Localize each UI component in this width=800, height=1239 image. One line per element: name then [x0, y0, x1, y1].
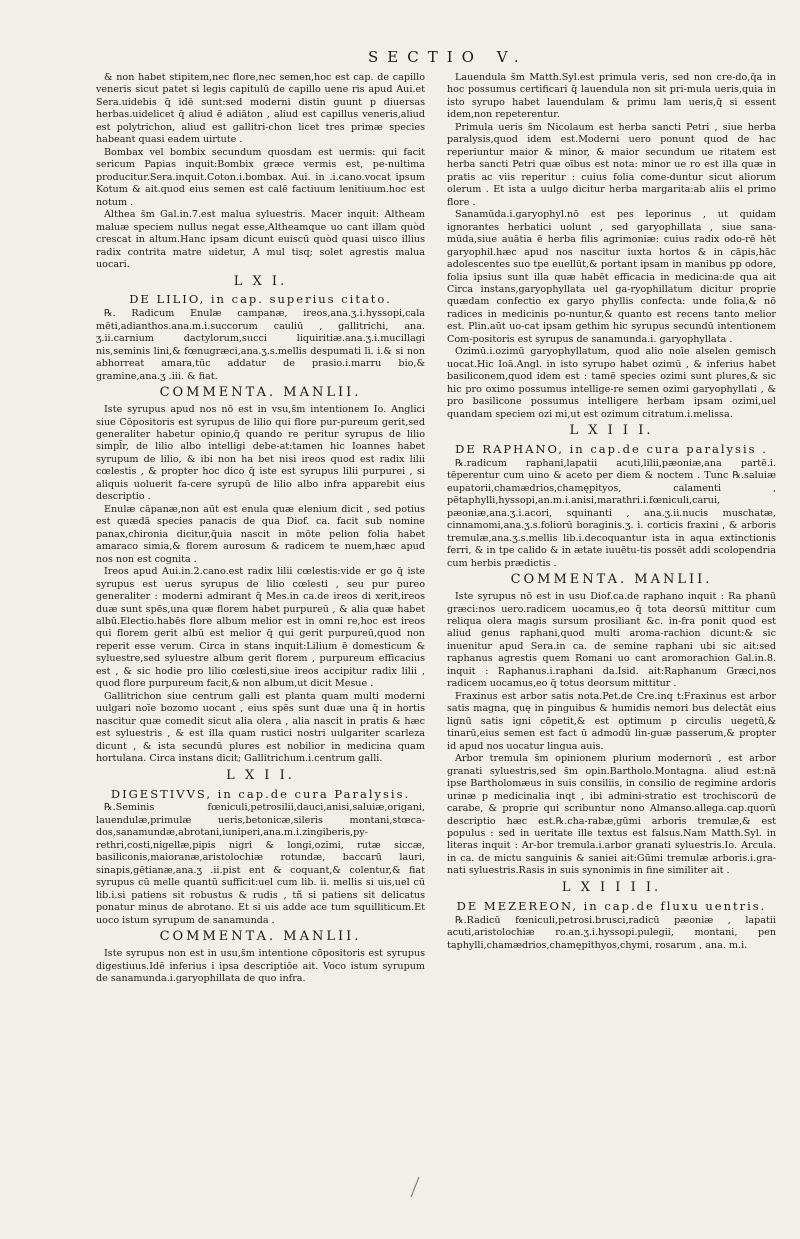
right-section-heading: DE MEZEREON, in cap.de fluxu uentris. — [456, 898, 767, 913]
left-paragraph: Iste syrupus non est in usu,s̄m intentione cōpositoris est syrupus digestiuus.Idē inferius i ipsa descriptiōe ait. Voco istum syrupum de sanamunda.i.garyophillata de quo infra. — [96, 948, 425, 984]
left-paragraph: ℞. Radicum Enulæ campanæ, ireos,ana.ʒ.i.hyssopi,cala mēti,adianthos.ana.m.i.succorum cauliū , gallitrichi, ana. ʒ.ii.carnium dactylorum,succi liquiritiæ.ana.ʒ.i.mucillagi nis,seminis lini,& fœnugræci,ana.ʒ.s.mellis despumati li. i.& si non abhorreat amara,tūc addatur de prasio.i.marru bio,& gramine,ana.ʒ .iii. & fiat. — [96, 308, 425, 382]
right-paragraph: ℞.Radicū fœniculi,petrosi.brusci,radicū pæoniæ , lapatii acuti,aristolochiæ ro.an.ʒ.i.hyssopi.pulegii, montani, pen taphylli,chamædrios,chamępithyos,chymi, rosarum , ana. m.i. — [447, 914, 776, 951]
text-columns — [96, 72, 776, 1192]
left-section-heading: DE LILIO, in cap. superius citato. — [129, 292, 392, 307]
left-paragraph: Iste syrupus apud nos nō est in vsu,s̄m intentionem Io. Anglici siue Cōpositoris est syrupus de lilio qui flore pur-pureum gerit,sed generaliter habetur opinio,q̄ quando re peritur syrupus de lilio simpl̄r, de lilio albo intelligi debe-at:tamen hic Ioannes habet syrupum de lilio, & ibi non ha bet nisi ireos quod est radix lilii cœlestis , & propter hoc dico q̄ iste est syrupus lilii purpurei , si aliquis uoluerit fa-cere syrupū de lilio albo infra apparebit eius descriptio . — [96, 404, 425, 503]
left-chapter-heading: L X I I. — [226, 767, 295, 783]
right-paragraph: Fraxinus est arbor satis nota.Pet.de Cre.inq t:Fraxinus est arbor satis magna, quę in pinguibus & humidis nemori bus delectāt eius lignū satis igni cōpetit,& est optimum p circulis uegetū,& tinarū,eius semen est fact ū admodū lin-guæ passerum,& propter id apud nos uocatur lingua auis. — [447, 690, 776, 752]
left-paragraph: Enulæ cāpanæ,non aūt est enula quæ elenium dicit , sed potius est quædā species panacis de qua Diof. ca. facit sub nomine panax,chironia dicitur,q̄uia nascit in mōte pelion folia habet amaraco simia,& florem aurosum & radicem te nuem,hæc apud nos non est cognita . — [96, 503, 425, 565]
right-paragraph: ℞.radicum raphani,lapatii acuti,lilii,pæoniæ,ana partē.i. tēperentur cum uino & aceto per diem & noctem . Tunc ℞.saluiæ eupatorii,chamædrios,chamępityos, calamenti , pētaphylli,hyssopi,an.m.i.anisi,marathri.i.fœniculi,carui, pæoniæ,ana.ʒ.i.acori, squinanti , ana.ʒ.ii.nucis muschatæ, cinnamomi,ana.ʒ.s.foliorū boraginis.ʒ. i. corticis fraxini , & arboris tremulæ,ana.ʒ.s.mellis lib.i.decoquantur ista in aqua extinctionis ferri, & in tpe calido & in ætate iuuētu-tis possēt addi scolopendria cum herbis prædictis . — [447, 457, 776, 569]
right-chapter-heading: COMMENTA. MANLII. — [510, 572, 713, 588]
left-paragraph: Bombax vel bombix secundum quosdam est uermis: qui facit sericum Papias inquit:Bombix græce vermis est, pe-nultima producitur.Sera.inquit.Coton.i.bombax. Aui. in .i.cano.vocat ipsum Kotum & ait.quod eius semen est calē factiuum lenitiuum.hoc est notum . — [96, 146, 425, 208]
right-chapter-heading: L X I I I. — [569, 423, 654, 439]
right-paragraph: Ozimū.i.ozimū garyophyllatum, quod alio noīe alselen gemisch uocat.Hic Ioā.Angl. in isto syrupo habet ozimū , & inferius habet basiliconem,quod idem est : tamē species ozimi sunt plures,& sic hic pro oximo possumus intellige-re semen ozimi garyophyllati , & pro basilicone possumus intelligere herbam ipsam ozimi,uel quandam speciem ozi mi,ut est ozimum citratum.i.melissa. — [447, 346, 776, 420]
right-paragraph: Iste syrupus nō est in usu Diof.ca.de raphano inquit : Ra phanū græci:nos uero.radicem uocamus,eo q̄ tota deorsū mittitur cum reliqua olera magis sursum prosiliant &c. in-fra ponit quod est aliud genus raphani,quod multi aroma-rachion dicunt:& sic inuenitur apud Sera.in ca. de semine raphani ubi sic ait:sed raphanus agrestis quem Romani uo cant aromorachion Gal.in.8. inquit : Raphanus.i.raphani da.Isid. ait:Raphanum Græci,nos radicem uocamus,eo q̄ totus deorsum mittitur . — [447, 591, 776, 690]
left-paragraph: Althea s̄m Gal.in.7.est malua syluestris. Macer inquit: Altheam maluæ speciem nullus negat esse,Altheamque uo cant illam quòd crescat in altum.Hanc ipsam dicunt euiscū quòd quasi uisco illius radix contrita matre uidetur, A mul tisq; solet agrestis malua uocari. — [96, 209, 425, 271]
left-chapter-heading: COMMENTA. MANLII. — [159, 385, 362, 401]
right-paragraph: Sanamūda.i.garyophyl.nō est pes leporinus , ut quidam ignorantes herbatici uolunt , sed garyophillata , siue sana-mūda,siue auātia ē herba filis agrimoniæ: cuius radix odo-rē hēt garyophil.hæc apud nos nascitur iuxta hortos & in cāpis,hāc adolescentes suo tpe euellūt,& portant ipsam in manibus pp odore, folia ipsius sunt illa quæ habēt efficacia in medicina:de qua ait Circa instans,garyophyllata uel ga-ryophillatum dicitur proprie quædam confectio ex garyo phyllis confecta: unde folia,& nō radices in medicinis po-nuntur,& quanto est recens tanto melior est. Plin.aūt uo-cat ipsam gethim hic syrupus secundū intentionem Com-positoris est syrupus de sanamunda.i. garyophyllata . — [447, 209, 776, 345]
left-section-heading: DIGESTIVVS, in cap.de cura Paralysis. — [110, 786, 411, 801]
right-chapter-heading: L X I I I I. — [561, 879, 662, 895]
right-paragraph: Primula ueris s̄m Nicolaum est herba sancti Petri , siue herba paralysis,quod idem est.Moderni uero ponunt quod de hac reperiuntur maior & minor, & maior secundum ue ritatem est herba sancti Petri quæ oībus est nota: minor ue ro est illa quæ in pratis ac viis reperitur : cuius folia come-duntur sicut aliorum olerum . Et ista a uulgo dicitur herba margarita:ab aliis el primo flore . — [447, 121, 776, 208]
right-section-heading: DE RAPHANO, in cap.de cura paralysis . — [455, 442, 768, 457]
right-column — [447, 72, 776, 1192]
right-paragraph: Lauendula s̄m Matth.Syl.est primula veris, sed non cre-do,q̄a in hoc possumus certificari q̄ lauendula non sit pri-mula ueris,quia in isto syrupo habet lauendulam & primu lam ueris,q̄ si essent idem,non repeterentur. — [447, 72, 776, 121]
left-column — [96, 72, 425, 1192]
left-chapter-heading: L X I. — [233, 273, 288, 289]
running-head: SECTIO V. — [368, 48, 528, 66]
left-paragraph: Ireos apud Aui.in.2.cano.est radix lilii cœlestis:vide er go q̄ iste syrupus est uerus syrupus de lilio cœlesti , seu pur pureo generaliter : moderni admirant q̄ Mes.in ca.de ireos di xerit,ireos duæ sunt spēs,una quæ florem habet purpureū , & alia quæ habet albū.Electio.habēs flore album melior est in omni re,hoc est ireos qui florem gerit albū est melior q̄ qui gerit purpureū,quod non reperit esse verum. Circa in stans inquit:Lilium ē domesticum & syluestre,sed syluestre album gerit florem , purpureum efficacius est , & sic hodie pro lilio cœlesti,siue ireos accipitur radix lilii , quod flore purpureum facit,& non album,ut dicit Mesue . — [96, 566, 425, 690]
left-paragraph: Gallitrichon siue centrum galli est planta quam multi moderni uulgari noīe bozomo uocant , eius spēs sunt duæ una q̄ in hortis nascitur quæ comedit sicut alia olera , alia nascit in pratis & hæc est syluestris , & est illa quam rustici nostri uulgariter scarleza dicunt , & ista secundū plures est nobilior in medicina quam hortulana. Circa instans dicit; Gallitrichum.i.centrum galli. — [96, 690, 425, 765]
pen-mark — [408, 1176, 422, 1198]
left-paragraph: & non habet stipitem,nec flore,nec semen,hoc est cap. de capillo veneris sicut patet si legis capitulū de capillo uene ris apud Aui.et Sera.uidebis q̄ idē sunt:sed moderni distin guunt p diuersas herbas.uidelicet q̄ aliud ē adiāton , aliud est capillus veneris,aliud est polytrichon, aliud est gallitri-chon licet tres primæ species habeant quasi eadem uirtute . — [96, 72, 425, 146]
right-paragraph: Arbor tremula s̄m opinionem plurium modernorū , est arbor granati syluestris,sed s̄m opin.Bartholo.Montagna. aliud est:nā ipse Bartholomæus in suis consiliis, in consilio de regimine ardoris urinæ p medicinalia inqt , ibi admini-stratio est trochiscorū de carabe, & proprie qui scribuntur nono Almanso.allega.cap.quorū descriptio hæc est.℞.cha-rabæ,gūmi arboris tremulæ,& est populus : sed in ueritate ille textus est falsus.Nam Matth.Syl. in literas inquit : Ar-bor tremula.i.arbor granati syluestris.Io. Arcula. in ca. de mictu sanguinis & saniei ait:Gūmi tremulæ arboris.i.gra-nati syluestris.Rasis in suis synonimis in fine similiter ait . — [447, 753, 776, 877]
left-chapter-heading: COMMENTA. MANLII. — [159, 929, 362, 945]
left-paragraph: ℞.Seminis fœniculi,petrosilii,dauci,anisi,saluiæ,origani, lauendulæ,primulæ ueris,betonicæ,sileris montani,stœca-dos,sanamundæ,abrotani,iuniperi,ana.m.i.zingiberis,py-rethri,costi,nigellæ,pipis nigri & longi,ozimi, rutæ siccæ, basiliconis,maioranæ,aristolochiæ rotundæ, baccarū lauri, sinapis,gētianæ,ana.ʒ .ii.pist ent & coquant,& colentur,& fiat syrupus cū melle quantū sufficit:uel cum lib. ii. mellis si uis,uel cū lib.i.si patiens sit robustus & rudis , tñ si patiens sit delicatus ponatur minus de abrotano. Et si uis adde ace tum squilliticum.Et uoco istum syrupum de sanamunda . — [96, 802, 425, 926]
